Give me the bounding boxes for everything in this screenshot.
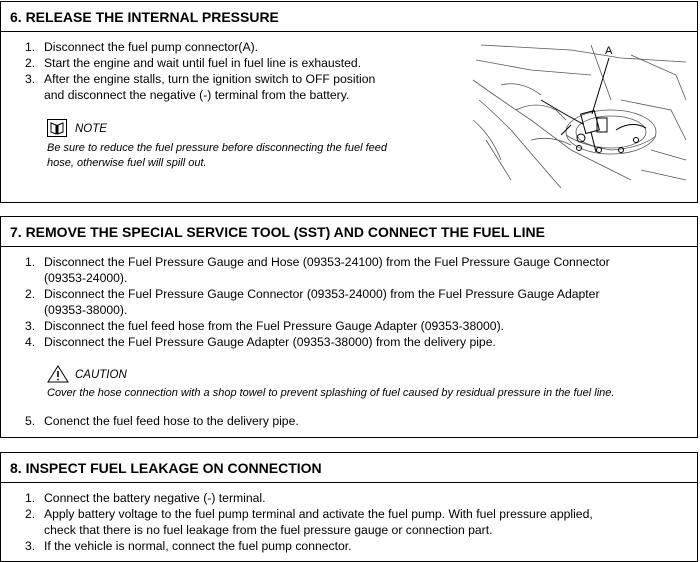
step-number: 3.: [25, 319, 36, 333]
step-number: 3.: [25, 539, 36, 553]
step-text: Apply battery voltage to the fuel pump terminal and activate the fuel pump. With fuel pressure applied,: [44, 507, 593, 521]
step-text: Disconnect the fuel pump connector(A).: [44, 40, 259, 54]
caution-block: [47, 365, 687, 405]
step-text: and disconnect the negative (-) terminal from the battery.: [44, 88, 350, 102]
step-text: After the engine stalls, turn the ignition switch to OFF position: [44, 72, 376, 86]
step-text: Disconnect the Fuel Pressure Gauge and Hose (09353-24100) from the Fuel Pressure Gauge Connector: [44, 255, 610, 269]
note-text: Be sure to reduce the fuel pressure before disconnecting the fuel feed: [47, 142, 387, 154]
figure-callout-label: A: [605, 45, 613, 57]
step-text: check that there is no fuel leakage from the fuel pressure gauge or connection part.: [44, 523, 493, 537]
section-title: 7. REMOVE THE SPECIAL SERVICE TOOL (SST) AND CONNECT THE FUEL LINE: [1, 217, 697, 247]
warning-triangle-icon: [47, 365, 69, 383]
caution-label: CAUTION: [75, 369, 127, 381]
note-book-icon: [47, 119, 67, 137]
step-number: 1.: [25, 491, 36, 505]
step-number: 1.: [25, 40, 36, 54]
section-remove-sst: [0, 216, 698, 438]
step-text: Connect the battery negative (-) terminal.: [44, 491, 266, 505]
section-release-pressure: [0, 1, 698, 203]
step-number: 4.: [25, 335, 36, 349]
note-block: [47, 119, 427, 174]
step-text: Disconnect the fuel feed hose from the Fuel Pressure Gauge Adapter (09353-38000).: [44, 319, 505, 333]
step-text: Disconnect the Fuel Pressure Gauge Adapter (09353-38000) from the delivery pipe.: [44, 335, 496, 349]
step-number: 2.: [25, 507, 36, 521]
section-title: 6. RELEASE THE INTERNAL PRESSURE: [1, 2, 697, 32]
step-number: 5.: [25, 414, 36, 428]
note-text: hose, otherwise fuel will spill out.: [47, 157, 207, 169]
section-inspect-leakage: [0, 452, 698, 562]
caution-text: Cover the hose connection with a shop towel to prevent splashing of fuel caused by residual pressure in the fuel line.: [47, 387, 615, 399]
fuel-pump-figure: [471, 40, 696, 190]
step-number: 1.: [25, 255, 36, 269]
step-text: Conenct the fuel feed hose to the delivery pipe.: [44, 414, 299, 428]
step-text: (09353-24000).: [44, 271, 128, 285]
step-text: If the vehicle is normal, connect the fuel pump connector.: [44, 539, 352, 553]
step-number: 3.: [25, 72, 36, 86]
step-number: 2.: [25, 56, 36, 70]
step-text: (09353-38000).: [44, 303, 128, 317]
step-text: Disconnect the Fuel Pressure Gauge Connector (09353-24000) from the Fuel Pressure Gauge Adapter: [44, 287, 600, 301]
section-title: 8. INSPECT FUEL LEAKAGE ON CONNECTION: [1, 453, 697, 483]
step-number: 2.: [25, 287, 36, 301]
step-text: Start the engine and wait until fuel in fuel line is exhausted.: [44, 56, 362, 70]
note-label: NOTE: [75, 123, 107, 135]
